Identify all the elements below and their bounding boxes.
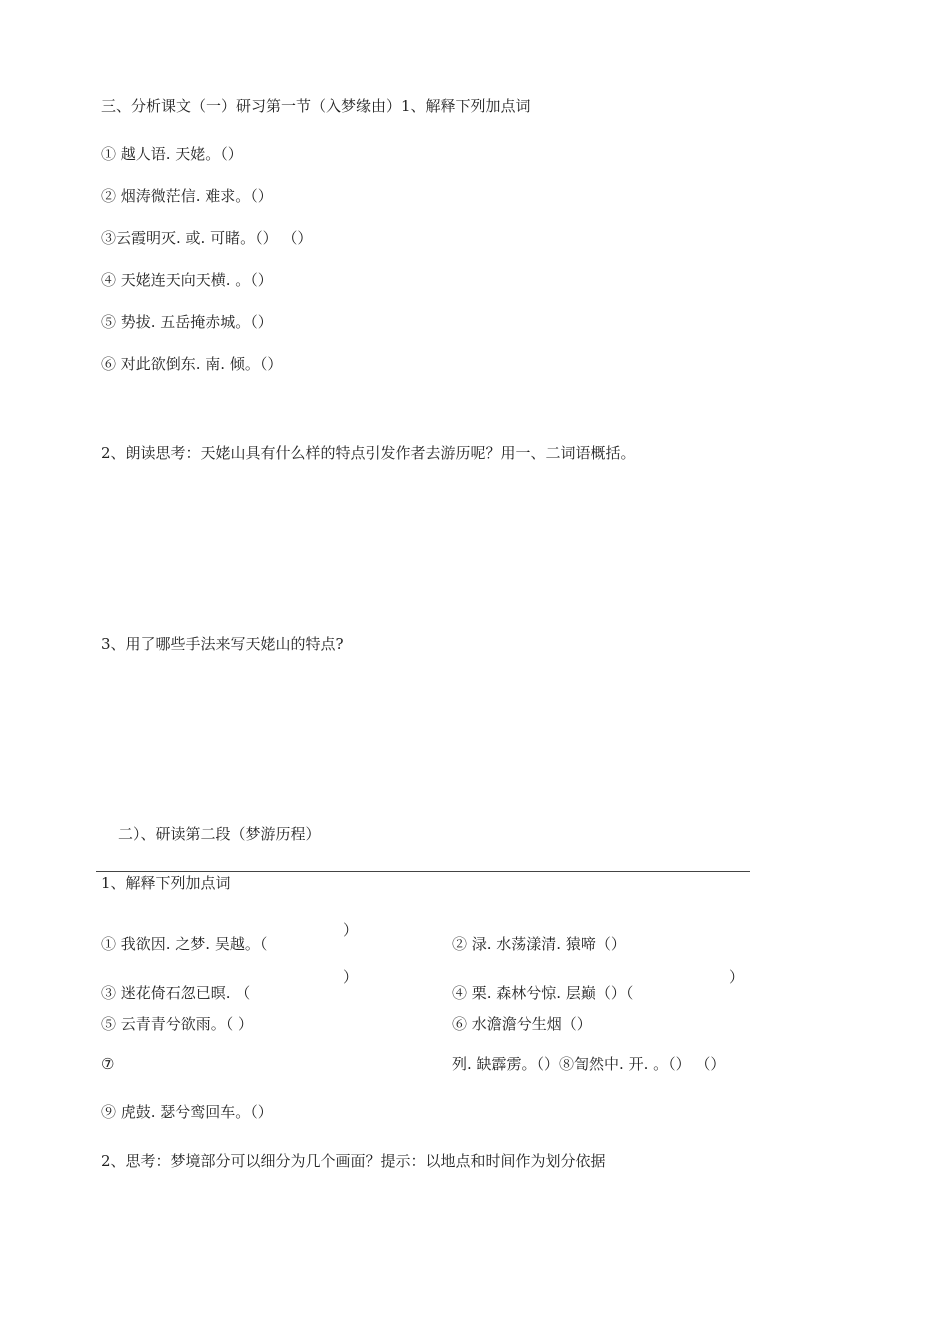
s1-item-4: ④ 天姥连天向天横. 。（） (101, 271, 273, 289)
divider-line (96, 871, 750, 872)
s1-item-3: ③云霞明灭. 或. 可睹。（） （） (101, 229, 313, 247)
s2-item-1: ① 我欲因. 之梦. 吴越。（ (101, 935, 268, 953)
section1-heading: 三、分析课文（一）研习第一节（入梦缘由）1、解释下列加点词 (101, 97, 531, 115)
s1-question-3: 3、用了哪些手法来写天姥山的特点? (101, 635, 344, 653)
s2-item-5: ⑤ 云青青兮欲雨。（ ） (101, 1015, 254, 1033)
s2-item-6: ⑥ 水澹澹兮生烟（） (452, 1015, 592, 1033)
s1-item-1: ① 越人语. 天姥。（） (101, 145, 243, 163)
s1-question-2: 2、朗读思考：天姥山具有什么样的特点引发作者去游历呢？用一、二词语概括。 (101, 444, 636, 462)
s2-item-3-close: ） (343, 968, 359, 986)
s2-item-7: ⑦ (101, 1055, 115, 1073)
s2-item-4-close: ） (729, 968, 745, 986)
s2-item-4: ④ 栗. 森林兮惊. 层巅（）（ (452, 984, 634, 1002)
s1-item-6: ⑥ 对此欲倒东. 南. 倾。（） (101, 355, 283, 373)
section2-heading: 二）、研读第二段（梦游历程） (118, 825, 321, 843)
s2-item-1-close: ） (343, 921, 359, 939)
section2-subheading: 1、解释下列加点词 (101, 874, 231, 892)
s1-item-5: ⑤ 势拔. 五岳掩赤城。（） (101, 313, 273, 331)
s2-question-2: 2、思考：梦境部分可以细分为几个画面？提示：以地点和时间作为划分依据 (101, 1152, 606, 1170)
s2-item-2: ② 渌. 水荡漾清. 猿啼（） (452, 935, 626, 953)
s2-item-7-8: 列. 缺霹雳。（）⑧訇然中. 开. 。（） （） (452, 1055, 726, 1073)
s1-item-2: ② 烟涛微茫信. 难求。（） (101, 187, 273, 205)
s2-item-3: ③ 迷花倚石忽已暝. （ (101, 984, 251, 1002)
s2-item-9: ⑨ 虎鼓. 瑟兮鸾回车。（） (101, 1103, 273, 1121)
